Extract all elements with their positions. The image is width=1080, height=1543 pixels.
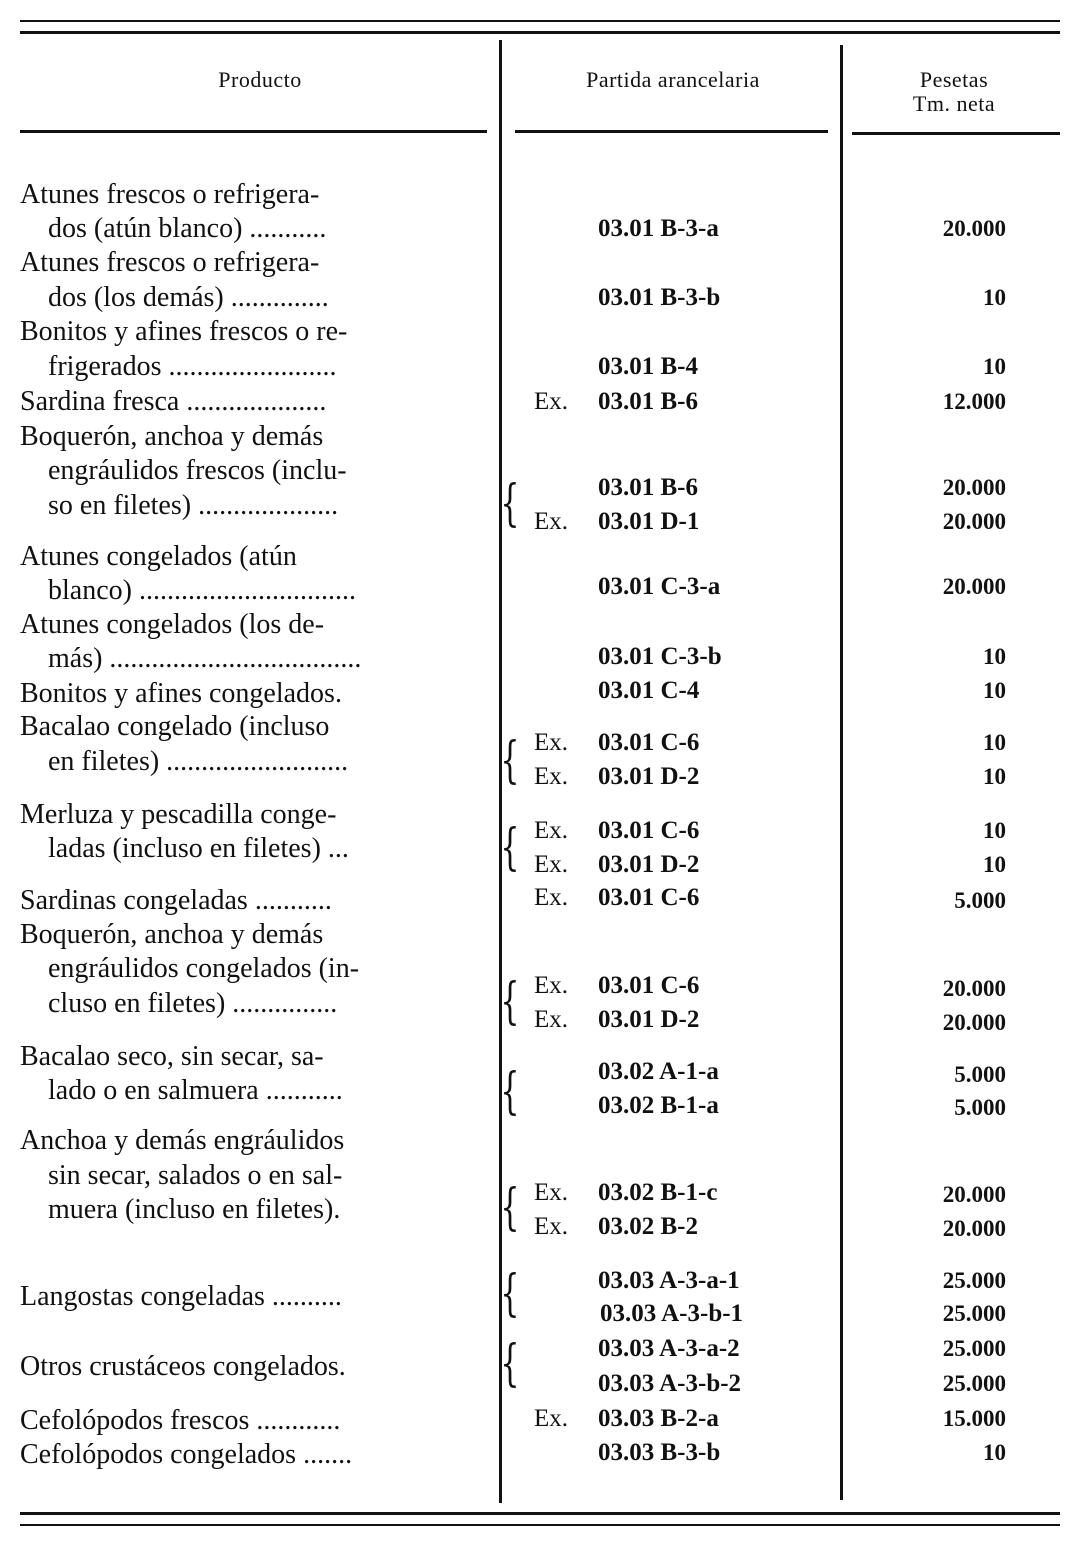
product-line: blanco) ...............................	[48, 575, 356, 606]
product-line: Merluza y pescadilla conge-	[20, 799, 337, 830]
brace-icon: {	[500, 1178, 520, 1236]
ex-prefix: Ex.	[534, 729, 569, 756]
tariff-value: 20.000	[942, 1010, 1006, 1035]
bottom-rule-1	[20, 1512, 1060, 1515]
tariff-code: 03.01 C-3-b	[598, 643, 722, 670]
top-rule-1	[20, 20, 1060, 22]
tariff-code: 03.01 B-6	[598, 474, 698, 501]
product-line: Boquerón, anchoa y demás	[20, 421, 324, 452]
bottom-rule-2	[20, 1524, 1060, 1526]
ex-prefix: Ex.	[534, 851, 569, 878]
ex-prefix: Ex.	[534, 1405, 569, 1432]
tariff-code: 03.01 C-6	[598, 972, 700, 999]
tariff-value: 10	[983, 678, 1006, 703]
tariff-code: 03.03 A-3-b-2	[598, 1370, 742, 1397]
tariff-value: 15.000	[942, 1406, 1006, 1431]
product-line: Anchoa y demás engráulidos	[20, 1125, 345, 1156]
tariff-code: 03.02 B-2	[598, 1213, 698, 1240]
header-underline-partida	[515, 130, 828, 133]
brace-icon: {	[500, 818, 520, 876]
header-underline-producto	[20, 130, 487, 133]
brace-icon: {	[500, 1062, 520, 1120]
product-line: Otros crustáceos congelados.	[20, 1351, 346, 1382]
product-line: Atunes congelados (atún	[20, 541, 297, 572]
tariff-value: 25.000	[942, 1301, 1006, 1326]
product-line: más) ....................................	[48, 643, 362, 674]
product-line: Bacalao congelado (incluso	[20, 711, 330, 742]
tariff-code: 03.01 C-3-a	[598, 573, 721, 600]
column-divider-2	[840, 45, 843, 1500]
ex-prefix: Ex.	[534, 884, 569, 911]
ex-prefix: Ex.	[534, 972, 569, 999]
tariff-value: 20.000	[942, 1182, 1006, 1207]
product-line: Cefolópodos congelados .......	[20, 1439, 353, 1470]
ex-prefix: Ex.	[534, 763, 569, 790]
product-line: engráulidos frescos (inclu-	[48, 455, 347, 486]
tariff-code: 03.02 B-1-c	[598, 1179, 718, 1206]
brace-icon: {	[500, 474, 520, 532]
tariff-code: 03.03 A-3-b-1	[600, 1300, 744, 1327]
product-line: Atunes frescos o refrigera-	[20, 179, 320, 210]
tariff-value: 5.000	[954, 1062, 1006, 1087]
product-line: dos (atún blanco) ...........	[48, 213, 327, 244]
product-line: dos (los demás) ..............	[48, 282, 329, 313]
tariff-value: 20.000	[942, 216, 1006, 241]
tariff-code: 03.02 B-1-a	[598, 1092, 719, 1119]
tariff-code: 03.03 B-3-b	[598, 1439, 721, 1466]
top-rule-2	[20, 31, 1060, 34]
tariff-value: 20.000	[942, 574, 1006, 599]
tariff-code: 03.02 A-1-a	[598, 1058, 719, 1085]
tariff-value: 10	[983, 285, 1006, 310]
tariff-code: 03.01 C-4	[598, 677, 700, 704]
tariff-value: 20.000	[942, 475, 1006, 500]
brace-icon: {	[500, 731, 520, 789]
product-line: frigerados ........................	[48, 351, 337, 382]
tariff-value: 10	[983, 644, 1006, 669]
tariff-code: 03.01 C-6	[598, 884, 700, 911]
tariff-code: 03.01 B-4	[598, 353, 698, 380]
product-line: Langostas congeladas ..........	[20, 1281, 342, 1312]
product-line: Atunes frescos o refrigera-	[20, 247, 320, 278]
tariff-value: 10	[983, 852, 1006, 877]
tariff-code: 03.03 B-2-a	[598, 1405, 719, 1432]
tariff-code: 03.03 A-3-a-2	[598, 1335, 740, 1362]
ex-prefix: Ex.	[534, 508, 569, 535]
tariff-value: 25.000	[942, 1268, 1006, 1293]
ex-prefix: Ex.	[534, 1006, 569, 1033]
ex-prefix: Ex.	[534, 1213, 569, 1240]
ex-prefix: Ex.	[534, 388, 569, 415]
product-line: Boquerón, anchoa y demás	[20, 919, 324, 950]
product-line: so en filetes) ....................	[48, 490, 339, 521]
product-line: lado o en salmuera ...........	[48, 1075, 343, 1106]
ex-prefix: Ex.	[534, 1179, 569, 1206]
tariff-code: 03.01 D-2	[598, 851, 700, 878]
tariff-value: 10	[983, 1440, 1006, 1465]
header-pesetas-2: Tm. neta	[912, 91, 996, 116]
header-producto: Producto	[218, 67, 302, 92]
tariff-value: 20.000	[942, 509, 1006, 534]
product-line: Bacalao seco, sin secar, sa-	[20, 1041, 324, 1072]
product-line: cluso en filetes) ...............	[48, 988, 338, 1019]
tariff-code: 03.01 B-6	[598, 388, 698, 415]
header-partida: Partida arancelaria	[586, 67, 760, 92]
tariff-value: 25.000	[942, 1336, 1006, 1361]
tariff-value: 25.000	[942, 1371, 1006, 1396]
product-line: Cefolópodos frescos ............	[20, 1405, 341, 1436]
tariff-value: 12.000	[942, 389, 1006, 414]
product-line: sin secar, salados o en sal-	[48, 1160, 343, 1191]
brace-icon: {	[500, 1264, 520, 1322]
product-line: ladas (incluso en filetes) ...	[48, 833, 349, 864]
tariff-value: 5.000	[954, 888, 1006, 913]
tariff-value: 10	[983, 354, 1006, 379]
tariff-value: 10	[983, 818, 1006, 843]
product-line: en filetes) ..........................	[48, 746, 349, 777]
ex-prefix: Ex.	[534, 817, 569, 844]
brace-icon: {	[500, 1334, 520, 1392]
product-line: Bonitos y afines frescos o re-	[20, 316, 348, 347]
product-line: Sardina fresca ....................	[20, 386, 327, 417]
tariff-value: 5.000	[954, 1095, 1006, 1120]
product-line: engráulidos congelados (in-	[48, 953, 360, 984]
tariff-code: 03.01 C-6	[598, 729, 700, 756]
tariff-code: 03.01 D-2	[598, 1006, 700, 1033]
tariff-value: 10	[983, 764, 1006, 789]
product-line: Bonitos y afines congelados.	[20, 678, 342, 709]
tariff-code: 03.01 C-6	[598, 817, 700, 844]
tariff-code: 03.03 A-3-a-1	[598, 1267, 740, 1294]
brace-icon: {	[500, 972, 520, 1030]
tariff-code: 03.01 D-2	[598, 763, 700, 790]
tariff-code: 03.01 D-1	[598, 508, 700, 535]
tariff-code: 03.01 B-3-b	[598, 284, 721, 311]
product-line: Sardinas congeladas ...........	[20, 885, 332, 916]
tariff-value: 10	[983, 730, 1006, 755]
header-pesetas-1: Pesetas	[919, 67, 989, 92]
tariff-value: 20.000	[942, 1216, 1006, 1241]
tariff-value: 20.000	[942, 976, 1006, 1001]
product-line: Atunes congelados (los de-	[20, 609, 325, 640]
tariff-code: 03.01 B-3-a	[598, 215, 719, 242]
header-underline-pesetas	[852, 132, 1060, 135]
product-line: muera (incluso en filetes).	[48, 1194, 341, 1225]
